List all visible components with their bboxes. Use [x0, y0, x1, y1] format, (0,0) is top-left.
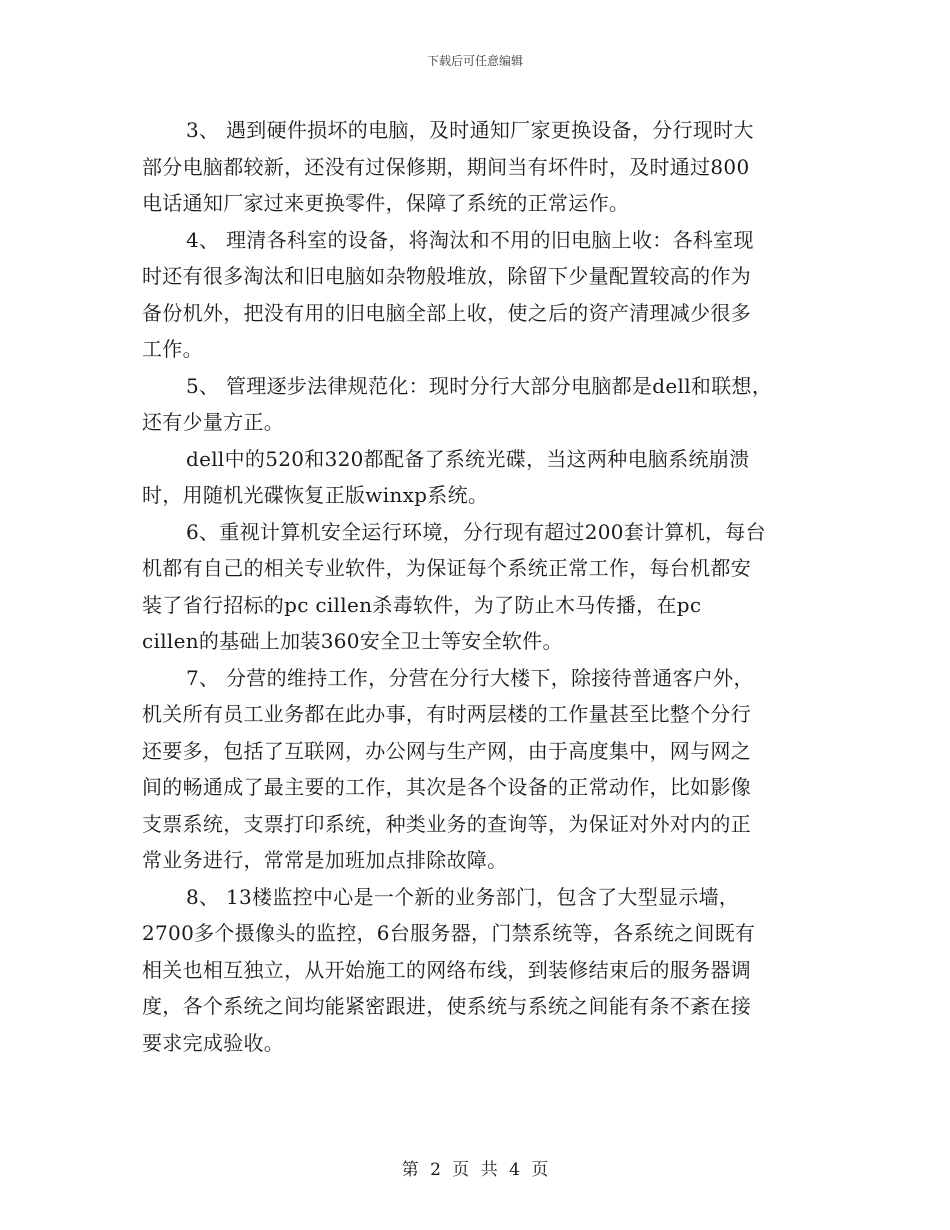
text-line: 工作。 [142, 337, 203, 361]
text-line: 机关所有员工业务都在此办事，有时两层楼的工作量甚至比整个分行 [142, 702, 751, 726]
text-line: 7、 分营的维持工作，分营在分行大楼下，除接待普通客户外， [186, 665, 754, 690]
text-line: 备份机外，把没有用的旧电脑全部上收，使之后的资产清理减少很多 [142, 300, 751, 325]
document-body [142, 112, 814, 1061]
page-number-footer: 第 2 页 共 4 页 [401, 1160, 549, 1180]
page-header: 下载后可任意编辑 [426, 54, 523, 68]
text-line: 还要多，包括了互联网，办公网与生产网，由于高度集中，网与网之 [142, 738, 751, 763]
text-line: dell中的520和320都配备了系统光碟，当这两种电脑系统崩溃 [186, 446, 750, 471]
text-line: 度，各个系统之间均能紧密跟进，使系统与系统之间能有条不紊在接 [142, 994, 751, 1018]
text-line: 6、重视计算机安全运行环境，分行现有超过200套计算机，每台 [186, 519, 766, 544]
text-line: 电话通知厂家过来更换零件，保障了系统的正常运作。 [142, 191, 630, 215]
text-line: 还有少量方正。 [142, 410, 285, 434]
text-line: 常业务进行，常常是加班加点排除故障。 [142, 848, 508, 872]
text-line: 3、 遇到硬件损坏的电脑，及时通知厂家更换设备，分行现时大 [186, 118, 754, 142]
text-line: 5、 管理逐步法律规范化：现时分行大部分电脑都是dell和联想， [186, 373, 773, 398]
text-line: 机都有自己的相关专业软件，为保证每个系统正常工作，每台机都安 [142, 556, 751, 580]
text-line: 支票系统，支票打印系统，种类业务的查询等，为保证对外对内的正 [142, 811, 751, 836]
text-line: 时还有很多淘汰和旧电脑如杂物般堆放，除留下少量配置较高的作为 [142, 264, 751, 288]
text-line: 间的畅通成了最主要的工作，其次是各个设备的正常动作，比如影像 [142, 775, 751, 799]
text-line: 时，用随机光碟恢复正版winxp系统。 [142, 483, 489, 507]
text-line: 相关也相互独立，从开始施工的网络布线，到装修结束后的服务器调 [142, 957, 751, 982]
text-line: 部分电脑都较新，还没有过保修期，期间当有坏件时，及时通过800 [142, 154, 750, 179]
text-line: 2700多个摄像头的监控，6台服务器，门禁系统等，各系统之间既有 [142, 921, 756, 945]
text-line: 要求完成验收。 [142, 1030, 285, 1055]
text-line: cillen的基础上加装360安全卫士等安全软件。 [142, 629, 563, 653]
text-line: 4、 理清各科室的设备，将淘汰和不用的旧电脑上收：各科室现 [186, 227, 754, 252]
text-line: 8、 13楼监控中心是一个新的业务部门，包含了大型显示墙， [186, 884, 740, 909]
text-line: 装了省行招标的pc cillen杀毒软件，为了防止木马传播，在pc [142, 592, 702, 617]
